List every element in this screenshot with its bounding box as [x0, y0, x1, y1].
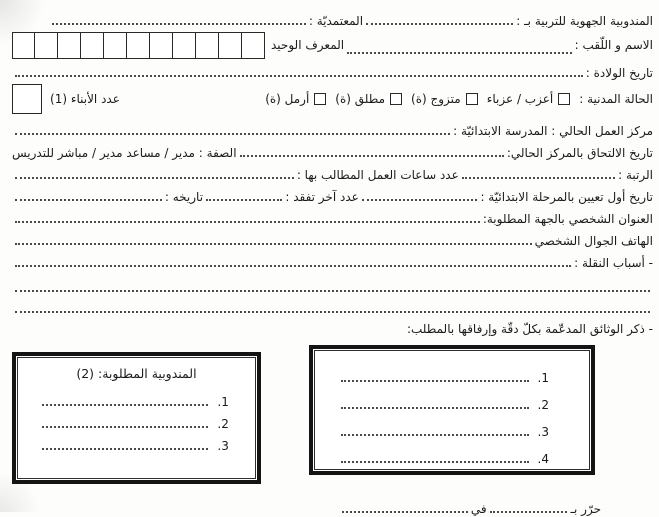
phone-label: الهاتف الجوال الشخصي — [534, 234, 653, 248]
rank-line — [12, 161, 653, 183]
widowed-label: أرمل (ة) — [265, 92, 310, 106]
civil-status-row — [12, 81, 653, 117]
regional-delegation-label: المندوبية الجهوية للتربية بـ : — [516, 14, 653, 28]
work-center-field[interactable] — [15, 133, 450, 135]
inspection-date-field[interactable] — [15, 199, 162, 201]
single-checkbox[interactable] — [558, 93, 570, 105]
unique-id-cell[interactable] — [242, 32, 265, 59]
unique-id-boxes[interactable] — [12, 32, 265, 59]
document-item-1-field[interactable] — [341, 380, 529, 382]
first-appointment-field[interactable] — [362, 199, 478, 201]
regional-delegation-field[interactable] — [366, 23, 513, 25]
phone-line — [12, 227, 653, 249]
address-label: العنوان الشخصي بالجهة المطلوبة: — [482, 212, 653, 226]
first-appointment-label: تاريخ أول تعيين بالمرحلة الابتدائيّة : — [480, 190, 653, 204]
header-line-delegation — [12, 5, 653, 29]
name-field[interactable] — [347, 52, 572, 54]
transfer-reasons-extra-line-2 — [12, 296, 653, 317]
transfer-reasons-extra-field-2[interactable] — [15, 311, 650, 313]
issued-at-label: حرّر بـ — [570, 502, 601, 516]
divorced-checkbox[interactable] — [390, 93, 402, 105]
issued-date-field[interactable] — [342, 511, 468, 513]
children-count-group — [12, 84, 120, 114]
transfer-reasons-extra-field-1[interactable] — [15, 290, 650, 292]
unique-id-cell[interactable] — [104, 32, 127, 59]
civil-status-label: الحالة المدنية : — [579, 91, 653, 106]
unique-id-cell[interactable] — [127, 32, 150, 59]
children-count-label: عدد الأبناء (1) — [50, 91, 120, 106]
district-field[interactable] — [52, 23, 306, 25]
issued-line — [339, 501, 601, 517]
requested-delegation-box — [12, 352, 261, 484]
first-appointment-line — [12, 183, 653, 205]
unique-id-cell[interactable] — [173, 32, 196, 59]
document-item-3-number: 3. — [537, 425, 549, 439]
delegation-item-2-field[interactable] — [42, 426, 208, 428]
unique-id-cell[interactable] — [219, 32, 242, 59]
documents-note-label: - ذكر الوثائق المدعّمة بكلّ دقّة وإرفاقها بالمطلب: — [406, 322, 653, 336]
option-divorced — [335, 92, 402, 106]
birthdate-label: تاريخ الولادة : — [585, 66, 653, 80]
document-item-3 — [329, 413, 575, 440]
rank-field[interactable] — [462, 177, 615, 179]
delegation-item-3-number: 3. — [217, 439, 229, 453]
rank-label: الرتبة : — [618, 168, 653, 182]
boxes-row — [12, 345, 653, 484]
attached-documents-box-inner — [314, 350, 590, 470]
inspection-date-label: تاريخه : — [164, 190, 204, 204]
widowed-checkbox[interactable] — [314, 93, 326, 105]
hours-field[interactable] — [15, 177, 294, 179]
document-item-4-number: 4. — [537, 452, 549, 466]
join-date-line — [12, 139, 653, 161]
unique-id-cell[interactable] — [35, 32, 58, 59]
issued-place-field[interactable] — [490, 511, 568, 513]
option-widowed — [265, 92, 326, 106]
header-line-name — [12, 29, 653, 61]
document-item-3-field[interactable] — [341, 434, 529, 436]
inspection-number-field[interactable] — [206, 199, 282, 201]
divorced-label: مطلق (ة) — [335, 92, 386, 106]
document-item-2-number: 2. — [537, 398, 549, 412]
unique-id-cell[interactable] — [150, 32, 173, 59]
inspection-number-label: عدد آخر تفقد : — [285, 190, 359, 204]
district-label: المعتمديّة : — [308, 14, 364, 28]
requested-delegation-title: المندوبية المطلوبة: (2) — [76, 366, 197, 381]
requested-delegation-box-inner — [17, 357, 256, 479]
unique-id-label: المعرف الوحيد — [271, 38, 345, 52]
children-count-box[interactable] — [12, 84, 42, 114]
delegation-item-3-field[interactable] — [42, 448, 208, 450]
phone-field[interactable] — [15, 243, 532, 245]
document-item-4 — [329, 440, 575, 467]
delegation-item-1 — [32, 388, 241, 410]
single-label: أعزب / عزباء — [486, 92, 554, 106]
attached-documents-box — [309, 345, 595, 475]
document-item-2 — [329, 386, 575, 413]
document-item-1-number: 1. — [537, 371, 549, 385]
role-label: الصفة : مدير / مساعد مدير / مباشر للتدريس — [12, 146, 237, 160]
birthdate-line — [12, 61, 653, 81]
delegation-item-2 — [32, 410, 241, 432]
document-item-4-field[interactable] — [341, 461, 529, 463]
option-married — [411, 92, 478, 106]
delegation-item-1-field[interactable] — [42, 404, 208, 406]
option-single — [487, 92, 571, 106]
unique-id-cell[interactable] — [81, 32, 104, 59]
document-item-2-field[interactable] — [341, 407, 529, 409]
married-label: متزوج (ة) — [411, 92, 461, 106]
document-item-1 — [329, 359, 575, 386]
unique-id-cell[interactable] — [196, 32, 219, 59]
issued-on-label: في — [470, 502, 487, 516]
address-line — [12, 205, 653, 227]
hours-label: عدد ساعات العمل المطالب بها : — [296, 168, 459, 182]
transfer-reasons-extra-line-1 — [12, 271, 653, 296]
documents-note-line — [12, 317, 653, 337]
join-date-field[interactable] — [240, 155, 504, 157]
birthdate-field[interactable] — [15, 75, 583, 77]
join-date-label: تاريخ الالتحاق بالمركز الحالي: — [506, 146, 653, 160]
work-center-line — [12, 117, 653, 139]
delegation-item-2-number: 2. — [217, 417, 229, 431]
transfer-reasons-label: - أسباب النقلة : — [574, 256, 653, 270]
transfer-reasons-field[interactable] — [15, 265, 571, 267]
delegation-item-3 — [32, 432, 241, 454]
transfer-reasons-line — [12, 249, 653, 271]
unique-id-cell[interactable] — [12, 32, 35, 59]
name-label: الاسم و اللّقب : — [574, 38, 653, 52]
address-field[interactable] — [15, 221, 480, 223]
married-checkbox[interactable] — [466, 93, 478, 105]
work-center-label: مركز العمل الحالي : المدرسة الابتدائيّة : — [453, 124, 653, 138]
delegation-item-1-number: 1. — [217, 395, 229, 409]
unique-id-cell[interactable] — [58, 32, 81, 59]
